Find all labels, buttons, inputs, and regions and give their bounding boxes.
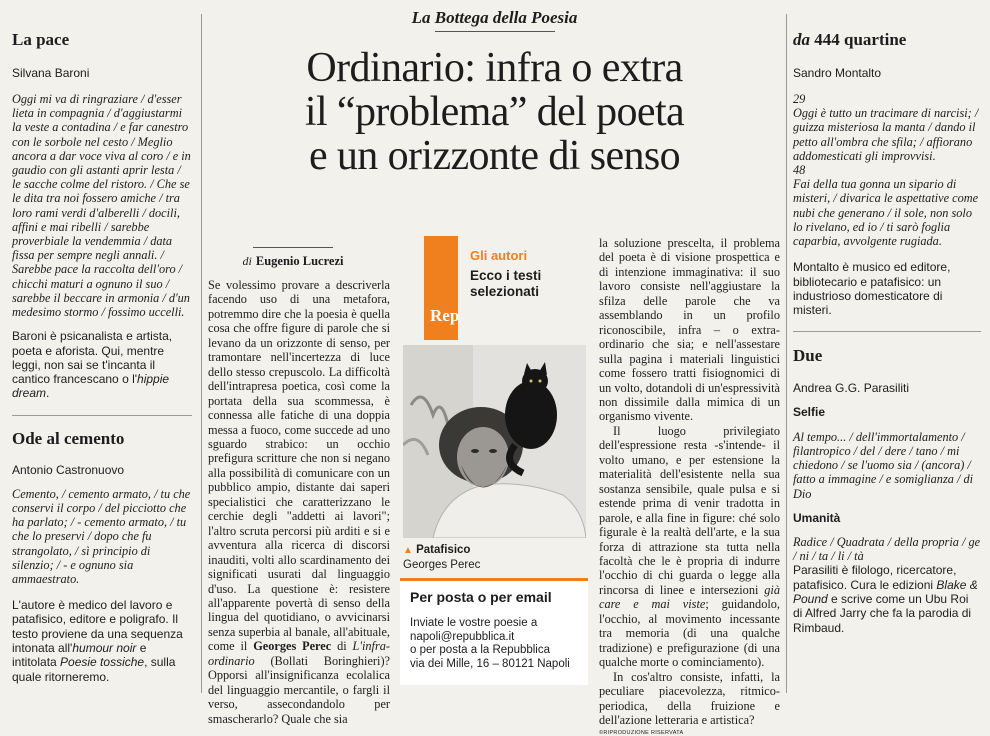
byline-prefix: di — [242, 254, 252, 268]
perec-with-cat-illustration — [403, 345, 586, 538]
body-text: (Bollati Boringhieri)? Opporsi all'insignificanza ecolalica del linguaggio mercantile, o fargli il verso, assecondandolo per smascherarlo? Quale che sia — [208, 653, 390, 726]
headline — [203, 46, 786, 178]
submission-line: Inviate le vostre poesie a — [410, 617, 538, 629]
body-text: ; guidandolo, l'occhio, al movimento incessante tra memoria (di una qualche tradizione) e prefigurazione (di una qualche morte o cominciamento). — [599, 597, 780, 670]
poem-title-due: Due — [793, 346, 823, 366]
byline — [208, 247, 378, 270]
poem-text: Fai della tua gonna un sipario di misteri, / divarica le aspettative come nubi che generano / il sole, non solo lo rivelano, ed io / ti sarò foglia caparbia, avvolgente rugiada. — [793, 177, 979, 249]
poem-title-444-quartine — [793, 30, 981, 50]
poem-number: 48 — [793, 163, 806, 178]
poem-author: Sandro Montalto — [793, 66, 882, 80]
body-bold: Georges Perec — [253, 639, 332, 654]
poem-number: 29 — [793, 92, 806, 106]
submission-line: o per posta a la Repubblica — [410, 644, 551, 656]
author-note — [793, 563, 981, 634]
body-emphasis: già care e mai viste — [599, 582, 780, 612]
photo-caption — [403, 543, 480, 572]
poem-author: Antonio Castronuovo — [12, 462, 125, 477]
author-photo — [403, 345, 586, 538]
submission-box — [400, 578, 588, 685]
article-paragraph: In cos'altro consiste, infatti, la peculiare piacevolezza, ritmico-periodica, della fruizione e dell'azione letteraria e artistica? — [599, 669, 780, 727]
poem-text: Cemento, / cemento armato, / tu che conservi il corpo / del picciotto che ha parlato; / - cemento armato, / tu che lo preservi / dopo che fu strangolato, / sì principio di silenzio; / - e ognuno sia ammaestrato. — [12, 486, 191, 586]
rep-logo: Rep — [430, 306, 460, 325]
note-emphasis: Blake & Pound — [793, 577, 978, 607]
promo-box[interactable] — [424, 236, 587, 340]
poem-text: Oggi mi va di ringraziare / d'esser lieta in compagnia / d'aggiustarmi la veste a contadina / e far canestro con le sorbole nel cesto / Meglio ancora a dar voce viva al coro / e in gaudio con gli astanti aprir lesta / le sacche colme del ristoro. / Che se le dita tra noi fossero amiche / tra loro rami verdi d'alberelli / docili, affini e mai ribelli / sarebbe proverbiale la vendemmia / data fissa per sempre negli annali. / Sarebbe pace la raccolta dell'oro / chicchi maturi a ognuno il suo / sarebbe il beccare in armonia / d'un medesimo stormo / fossimo uccelli. — [12, 92, 191, 320]
headline-line: il “problema” del poeta — [304, 89, 685, 135]
caption-label: Patafisico — [416, 544, 471, 556]
caption-triangle-icon: ▲ — [403, 545, 413, 556]
poem-subtitle: Umanità — [793, 510, 841, 525]
poem-title-la-pace: La pace — [12, 30, 70, 49]
poem-title-ode-al-cemento: Ode al cemento — [12, 428, 125, 448]
note-text: , sulla quale ritorneremo. — [12, 655, 176, 684]
submission-details — [400, 605, 588, 671]
note-text: Parasiliti è filologo, ricercatore, patafisico. Cura le edizioni — [793, 563, 957, 592]
kicker-rule — [435, 31, 555, 32]
promo-label: Gli autori — [470, 248, 528, 263]
article-paragraph — [599, 424, 780, 670]
section-divider — [793, 331, 981, 332]
body-text: Il luogo privilegiato dell'espressione resta -s'intende- il volto umano, e per estensione la materialità dell'esistente nella sua sostanza sensibile, quale pulsa e si estende prima di venir tradotta in parole, e alla fine in figure: ché solo figurale è la realtà dell'arte, e la sua forza di attrazione sta tutta nella facoltà che le è propria di indurre l'occhio di chi guarda o legge alla rincorsa di linee e intersezioni — [599, 423, 780, 597]
note-text: L'autore è medico del lavoro e patafisico, editore e poligrafo. Il testo proviene da una sequenza intonata all' — [12, 598, 183, 656]
body-text: di — [331, 639, 353, 654]
body-text: Se volessimo provare a descriverla facendo uso di una metafora, potremmo dire che la poesia è quella cosa che offre figure di parole che si levano da un orizzonte di senso, per tramontare nell'incertezza di luce dello stesso crepuscolo. La difficoltà dell'intrapresa poetica, così come la portata della sua scommessa, è connessa alle fatiche di una doppia messa a fuoco, come succede ad uno sguardo strabico: un occhio prefigura scritture che non si negano alla possibilità di comunicare con un pubblico ampio, distante dai saperi specialistici che caratterizzano le cerchie degli "addetti ai lavori"; l'altro scruta percorsi più arditi e si e avventura alla ricerca di discorsi inauditi, volti allo scardinamento dei significati usurati dal linguaggio d'uso. La questione è: resistere all'apparente povertà di senso della lingua del quotidiano, o avvicinarsi senza superbia al banale, all'abituale, come il — [208, 278, 390, 654]
note-text: Baroni è psicanalista e artista, poeta e aforista. Qui, mentre leggi, non sai se t'incanta il cantico francescano o l' — [12, 329, 173, 387]
headline-line: e un orizzonte di senso — [308, 133, 681, 179]
author-note — [12, 329, 192, 400]
headline-line: Ordinario: infra o extra — [306, 45, 683, 91]
note-text: . — [46, 386, 50, 401]
note-emphasis: hippie dream — [12, 372, 170, 401]
body-emphasis: L'infra-ordinario — [208, 639, 390, 668]
article-column-1 — [208, 278, 390, 726]
poem-text: Al tempo... / dell'immortalamento / filantropico / del / dere / tano / mi chiedono / se l'uomo sia / (ancora) / fatto a immagine / e somiglianza / di Dio — [793, 429, 974, 501]
poem-author: Silvana Baroni — [12, 66, 90, 80]
poem-author: Andrea G.G. Parasiliti — [793, 381, 910, 396]
byline-rule — [253, 247, 333, 248]
article-column-2 — [599, 236, 780, 736]
article-paragraph: la soluzione prescelta, il problema del poeta è di visione prospettica e di intenzione immaginativa: il suo lavoro consiste nell'aggiustare la sfilza delle parole che va assemblando in un profilo riconoscibile, infra – o extra-ordinario che sia; e nell'assestare sulla pagina i materiali linguistici come fossero tratti fisiognomici di un volto, dotandoli di un'espressività non dissimile dalla mimica di un organismo vivente. — [599, 236, 780, 424]
note-emphasis: humour noir — [72, 641, 137, 656]
promo-text: Ecco i testi selezionati — [470, 268, 542, 299]
submission-title: Per posta o per email — [410, 589, 552, 605]
submission-address: via dei Mille, 16 – 80121 Napoli — [410, 657, 570, 670]
caption-name: Georges Perec — [403, 559, 481, 571]
poem-text: Radice / Quadrata / della propria / ge / ni / ta / li / tà — [793, 535, 981, 564]
title-rest: 444 quartine — [814, 30, 907, 49]
left-column — [12, 0, 192, 701]
title-prefix: da — [793, 30, 810, 49]
submission-email-link[interactable]: napoli@repubblica.it — [410, 630, 515, 643]
column-divider — [201, 14, 202, 693]
note-emphasis: Poesie tossiche — [60, 655, 145, 670]
poem-text: Oggi è tutto un tracimare di narcisi; / guizza misteriosa la manta / dando il petto all'ombra che sfila; / affiorano addomesticati gli improvvisi. — [793, 106, 979, 163]
note-text: e intitolata — [12, 641, 147, 670]
copyright-notice: ©RIPRODUZIONE RISERVATA — [599, 730, 684, 736]
right-column — [793, 0, 981, 701]
section-divider — [12, 415, 192, 416]
poem-subtitle: Selfie — [793, 405, 826, 420]
byline-author: Eugenio Lucrezi — [255, 254, 344, 268]
author-note — [12, 598, 192, 684]
author-note: Montalto è musico ed editore, bibliotecario e patafisico: un industrioso domesticatore di misteri. — [793, 260, 951, 318]
section-kicker: La Bottega della Poesia — [411, 8, 578, 27]
article-header — [203, 8, 786, 178]
article-paragraph — [208, 278, 390, 726]
note-text: e scrive come un Ubu Roi di Alfred Jarry che fa la parodia di Rimbaud. — [793, 592, 972, 635]
column-divider — [786, 14, 787, 693]
